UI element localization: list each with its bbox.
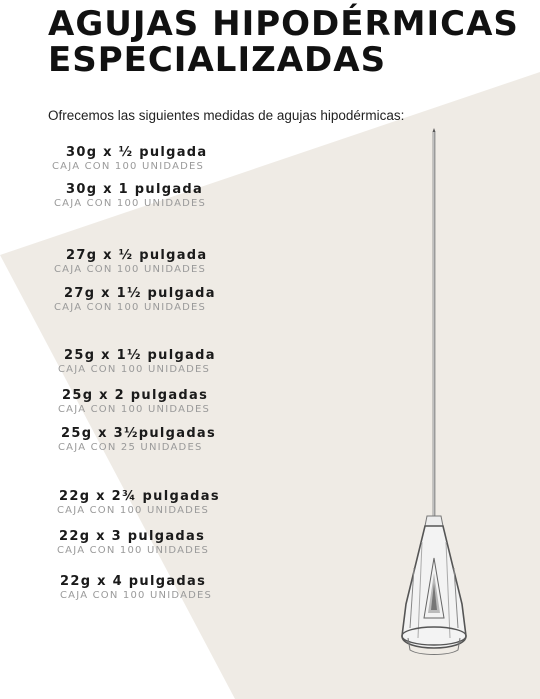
intro-text: Ofrecemos las siguientes medidas de agujas hipodérmicas: [48, 108, 405, 123]
box-quantity-label: CAJA CON 100 UNIDADES [58, 404, 211, 415]
needle-size-item [54, 182, 207, 209]
needle-size-item [54, 286, 216, 313]
hypodermic-needle-icon [380, 128, 490, 668]
box-quantity-label: CAJA CON 25 UNIDADES [58, 442, 203, 453]
needle-size-item [58, 388, 211, 415]
needle-size-label: 22g x 2¾ pulgadas [59, 489, 220, 504]
box-quantity-label: CAJA CON 100 UNIDADES [57, 505, 210, 516]
box-quantity-label: CAJA CON 100 UNIDADES [54, 198, 207, 209]
needle-size-label: 27g x 1½ pulgada [64, 286, 216, 301]
box-quantity-label: CAJA CON 100 UNIDADES [52, 161, 205, 172]
needle-size-label: 22g x 4 pulgadas [60, 574, 207, 589]
needle-size-label: 30g x ½ pulgada [66, 145, 208, 160]
box-quantity-label: CAJA CON 100 UNIDADES [54, 302, 207, 313]
needle-size-item [54, 248, 208, 275]
needle-size-label: 27g x ½ pulgada [66, 248, 208, 263]
title-line-2: ESPECIALIZADAS [48, 40, 387, 80]
needle-size-label: 22g x 3 pulgadas [59, 529, 206, 544]
needle-size-label: 25g x 3½pulgadas [61, 426, 217, 441]
box-quantity-label: CAJA CON 100 UNIDADES [60, 590, 213, 601]
box-quantity-label: CAJA CON 100 UNIDADES [58, 364, 211, 375]
needle-size-item [58, 426, 217, 453]
needle-size-item [60, 574, 212, 601]
page-title [48, 6, 519, 78]
needle-size-item [59, 529, 209, 556]
needle-size-item [52, 145, 208, 172]
needle-size-item [58, 348, 216, 375]
needle-size-label: 25g x 2 pulgadas [62, 388, 209, 403]
needle-size-label: 30g x 1 pulgada [66, 182, 204, 197]
needle-size-label: 25g x 1½ pulgada [64, 348, 216, 363]
box-quantity-label: CAJA CON 100 UNIDADES [54, 264, 207, 275]
title-line-1: AGUJAS HIPODÉRMICAS [48, 4, 519, 44]
needle-size-item [59, 489, 220, 516]
box-quantity-label: CAJA CON 100 UNIDADES [57, 545, 210, 556]
